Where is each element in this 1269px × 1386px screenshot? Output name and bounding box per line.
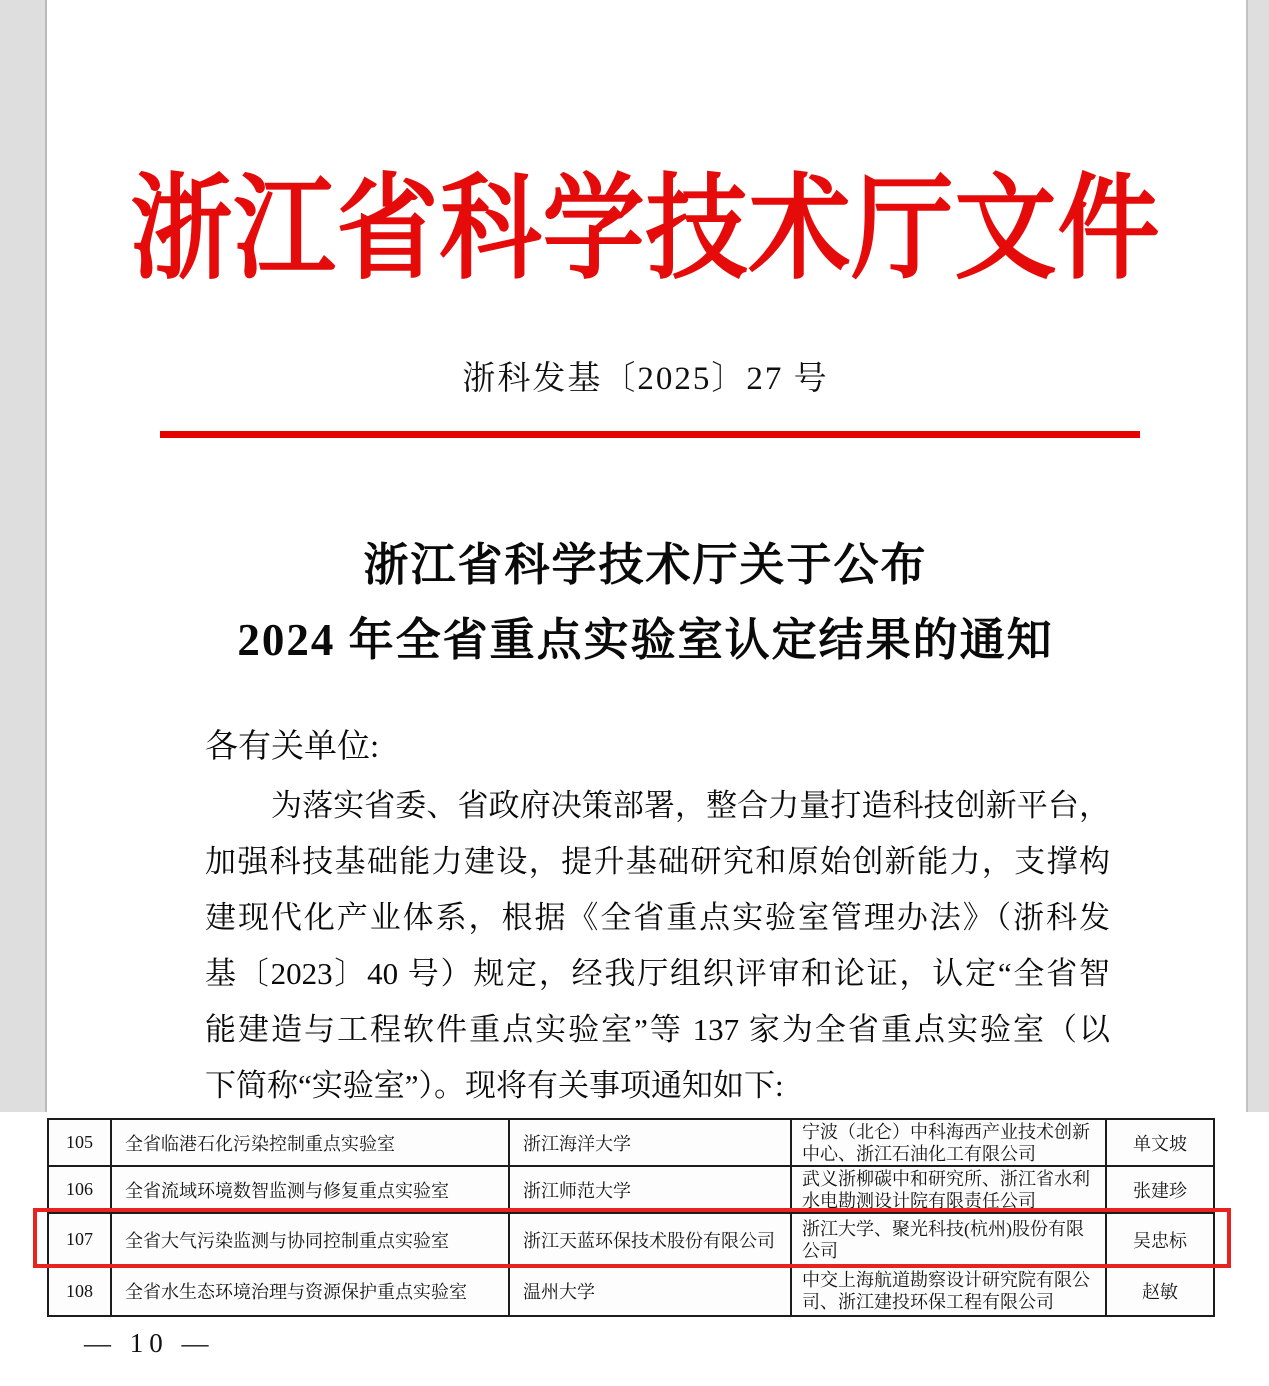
director-cell: 吴忠标 xyxy=(1106,1213,1214,1266)
row-number-cell: 106 xyxy=(48,1166,111,1213)
table-row-highlighted xyxy=(48,1213,1214,1266)
director-cell: 单文坡 xyxy=(1106,1119,1214,1166)
lab-name-cell: 全省大气污染监测与协同控制重点实验室 xyxy=(111,1213,509,1266)
partner-units-cell: 武义浙柳碳中和研究所、浙江省水利水电勘测设计院有限责任公司 xyxy=(791,1166,1106,1213)
row-number-cell: 107 xyxy=(48,1213,111,1266)
page-number: — 10 — xyxy=(84,1328,215,1358)
host-unit-cell: 浙江天蓝环保技术股份有限公司 xyxy=(509,1213,791,1266)
notice-title-line1: 浙江省科学技术厅关于公布 xyxy=(363,540,928,590)
host-unit-cell: 温州大学 xyxy=(509,1266,791,1316)
body-line: 能建造与工程软件重点实验室”等 137 家为全省重点实验室（以 xyxy=(205,1012,1110,1047)
lab-approval-table xyxy=(47,1118,1215,1317)
page-right-margin xyxy=(1246,0,1269,1112)
table-row xyxy=(48,1266,1214,1316)
host-unit-cell: 浙江海洋大学 xyxy=(509,1119,791,1166)
body-line: 为落实省委、省政府决策部署，整合力量打造科技创新平台， xyxy=(271,788,1110,823)
host-unit-cell: 浙江师范大学 xyxy=(509,1166,791,1213)
salutation: 各有关单位: xyxy=(205,729,380,765)
body-line: 加强科技基础能力建设，提升基础研究和原始创新能力，支撑构 xyxy=(205,844,1110,879)
body-paragraph xyxy=(205,778,1110,1114)
row-number-cell: 108 xyxy=(48,1266,111,1316)
table-row xyxy=(48,1166,1214,1213)
body-line: 下简称“实验室”）。现将有关事项通知如下: xyxy=(205,1068,784,1103)
director-cell: 张建珍 xyxy=(1106,1166,1214,1213)
lab-name-cell: 全省水生态环境治理与资源保护重点实验室 xyxy=(111,1266,509,1316)
page-left-margin xyxy=(0,0,47,1112)
partner-units-cell: 浙江大学、聚光科技(杭州)股份有限公司 xyxy=(791,1213,1106,1266)
director-cell: 赵敏 xyxy=(1106,1266,1214,1316)
lab-name-cell: 全省流域环境数智监测与修复重点实验室 xyxy=(111,1166,509,1213)
row-number-cell: 105 xyxy=(48,1119,111,1166)
body-line: 建现代化产业体系，根据《全省重点实验室管理办法》（浙科发 xyxy=(205,900,1110,935)
letterhead-separator-rule xyxy=(160,431,1140,438)
body-line: 基〔2023〕40 号）规定，经我厅组织评审和论证，认定“全省智 xyxy=(205,956,1110,991)
lab-name-cell: 全省临港石化污染控制重点实验室 xyxy=(111,1119,509,1166)
document-number: 浙科发基〔2025〕27 号 xyxy=(462,361,829,397)
partner-units-cell: 中交上海航道勘察设计研究院有限公司、浙江建投环保工程有限公司 xyxy=(791,1266,1106,1316)
partner-units-cell: 宁波（北仑）中科海西产业技术创新中心、浙江石油化工有限公司 xyxy=(791,1119,1106,1166)
agency-letterhead-title: 浙江省科学技术厅文件 xyxy=(130,167,1161,294)
notice-title-line2: 2024 年全省重点实验室认定结果的通知 xyxy=(237,615,1054,665)
table-row xyxy=(48,1119,1214,1166)
